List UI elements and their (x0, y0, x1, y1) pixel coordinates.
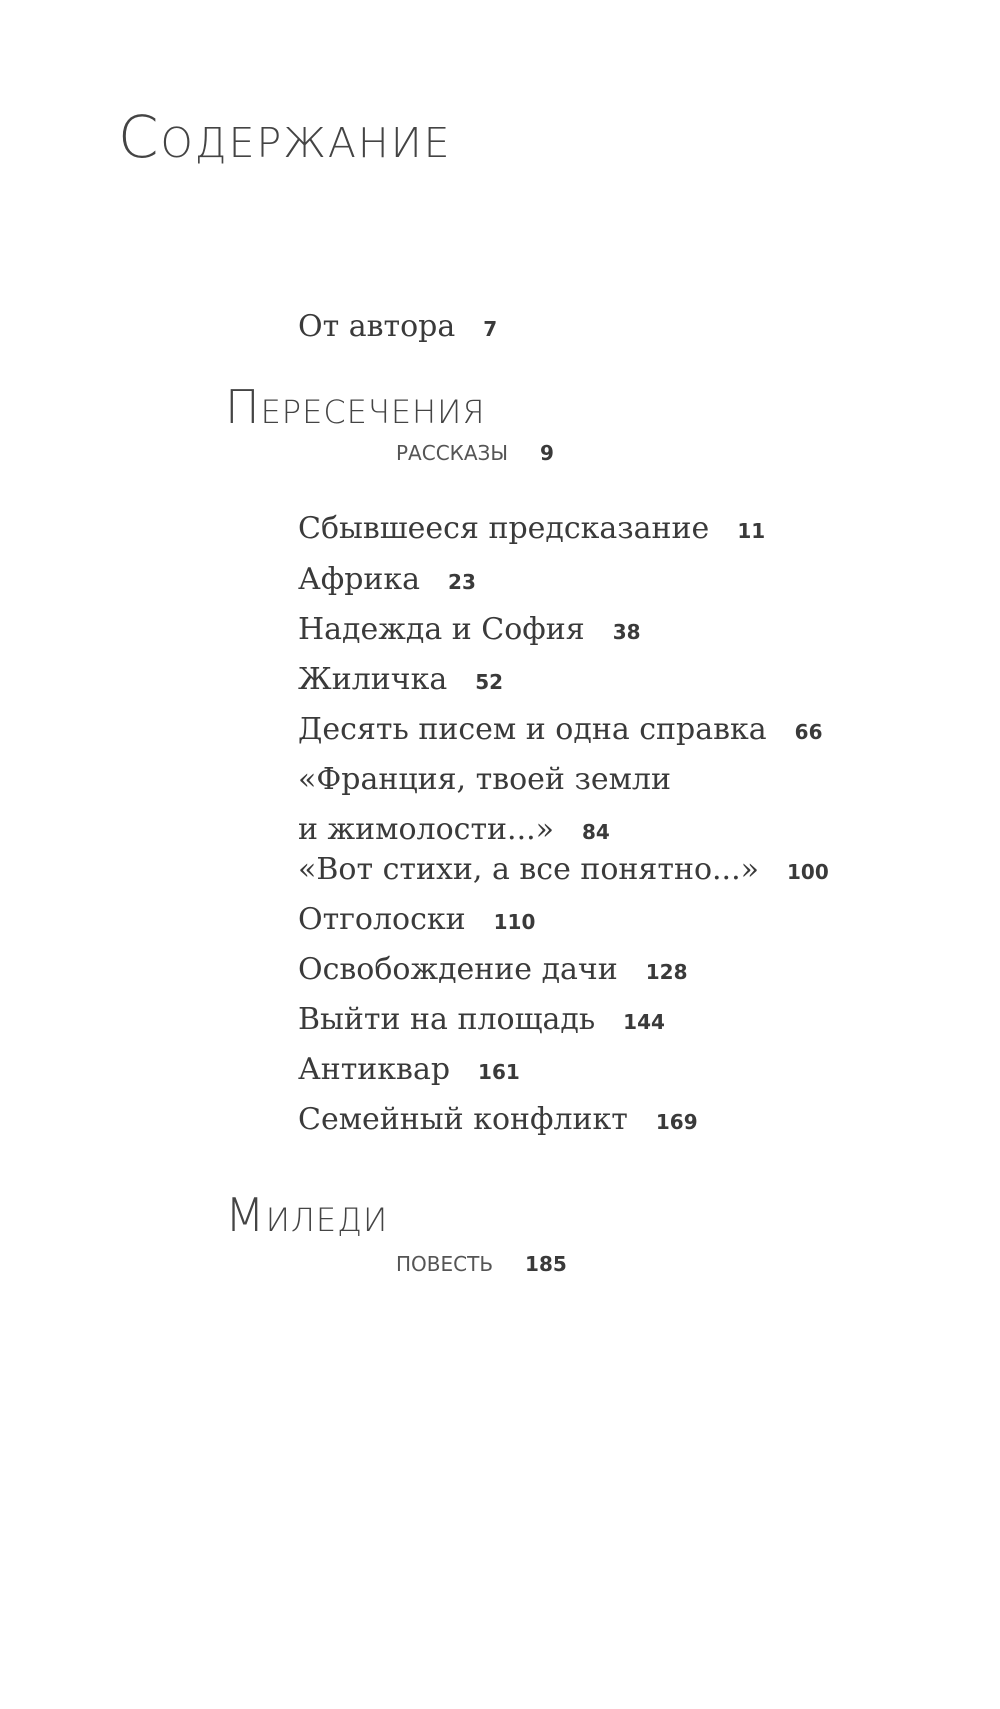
toc-entry-title: Сбывшееся предсказание (298, 511, 710, 546)
section-subtitle-stories[interactable] (396, 434, 554, 467)
toc-entry-title: Жиличка (298, 662, 448, 697)
section-subtitle-novella[interactable] (396, 1245, 567, 1278)
toc-entry[interactable] (298, 1052, 520, 1087)
page-title: Содержание (118, 103, 452, 171)
toc-entry-title: Семейный конфликт (298, 1102, 628, 1137)
section-subtitle-label: рассказы (396, 434, 509, 467)
toc-entry-title: Африка (298, 562, 421, 597)
toc-entry-title: «Вот стихи, а все понятно...» (298, 852, 759, 887)
toc-entry-page: 52 (475, 670, 504, 694)
toc-entry[interactable] (298, 952, 688, 987)
section-title-milady: Миледи (225, 1188, 389, 1242)
toc-entry-page: 161 (478, 1060, 520, 1084)
toc-entry-page: 100 (786, 860, 829, 884)
toc-entry-title-line1: «Франция, твоей земли (298, 762, 671, 797)
toc-entry[interactable] (298, 902, 536, 937)
toc-entry-page: 23 (448, 570, 476, 594)
toc-entry-title: Надежда и София (298, 612, 585, 647)
section-subtitle-label: повесть (396, 1245, 494, 1278)
toc-entry-title: Отголоски (298, 902, 466, 937)
toc-entry-page: 7 (483, 317, 498, 341)
toc-entry[interactable] (298, 1102, 698, 1137)
toc-entry-multiline[interactable] (298, 762, 671, 847)
toc-entry[interactable] (298, 562, 476, 597)
toc-entry-title: Выйти на площадь (298, 1002, 596, 1037)
toc-entry-title: Десять писем и одна справка (298, 712, 767, 747)
toc-entry-page: 110 (493, 910, 536, 934)
toc-entry-page: 169 (655, 1110, 698, 1134)
toc-entry[interactable] (298, 712, 823, 747)
section-subtitle-page: 9 (540, 441, 554, 465)
section-title-crossings: Пересечения (225, 380, 486, 434)
toc-entry-page: 11 (737, 519, 766, 543)
toc-entry[interactable] (298, 511, 766, 546)
toc-entry-title: От автора (298, 309, 456, 344)
toc-entry[interactable] (298, 612, 641, 647)
toc-entry[interactable] (298, 1002, 665, 1037)
section-subtitle-page: 185 (525, 1252, 567, 1276)
toc-entry[interactable] (298, 852, 829, 887)
toc-entry-page: 144 (623, 1010, 665, 1034)
toc-entry-page: 84 (582, 820, 610, 844)
toc-entry-title-line2: и жимолости...» (298, 812, 554, 847)
toc-entry-page: 128 (645, 960, 688, 984)
toc-entry[interactable] (298, 662, 504, 697)
toc-entry-title: Антиквар (298, 1052, 451, 1087)
toc-entry-title: Освобождение дачи (298, 952, 618, 987)
toc-entry-page: 66 (794, 720, 823, 744)
toc-entry-from-author[interactable] (298, 309, 498, 344)
toc-entry-page: 38 (612, 620, 641, 644)
